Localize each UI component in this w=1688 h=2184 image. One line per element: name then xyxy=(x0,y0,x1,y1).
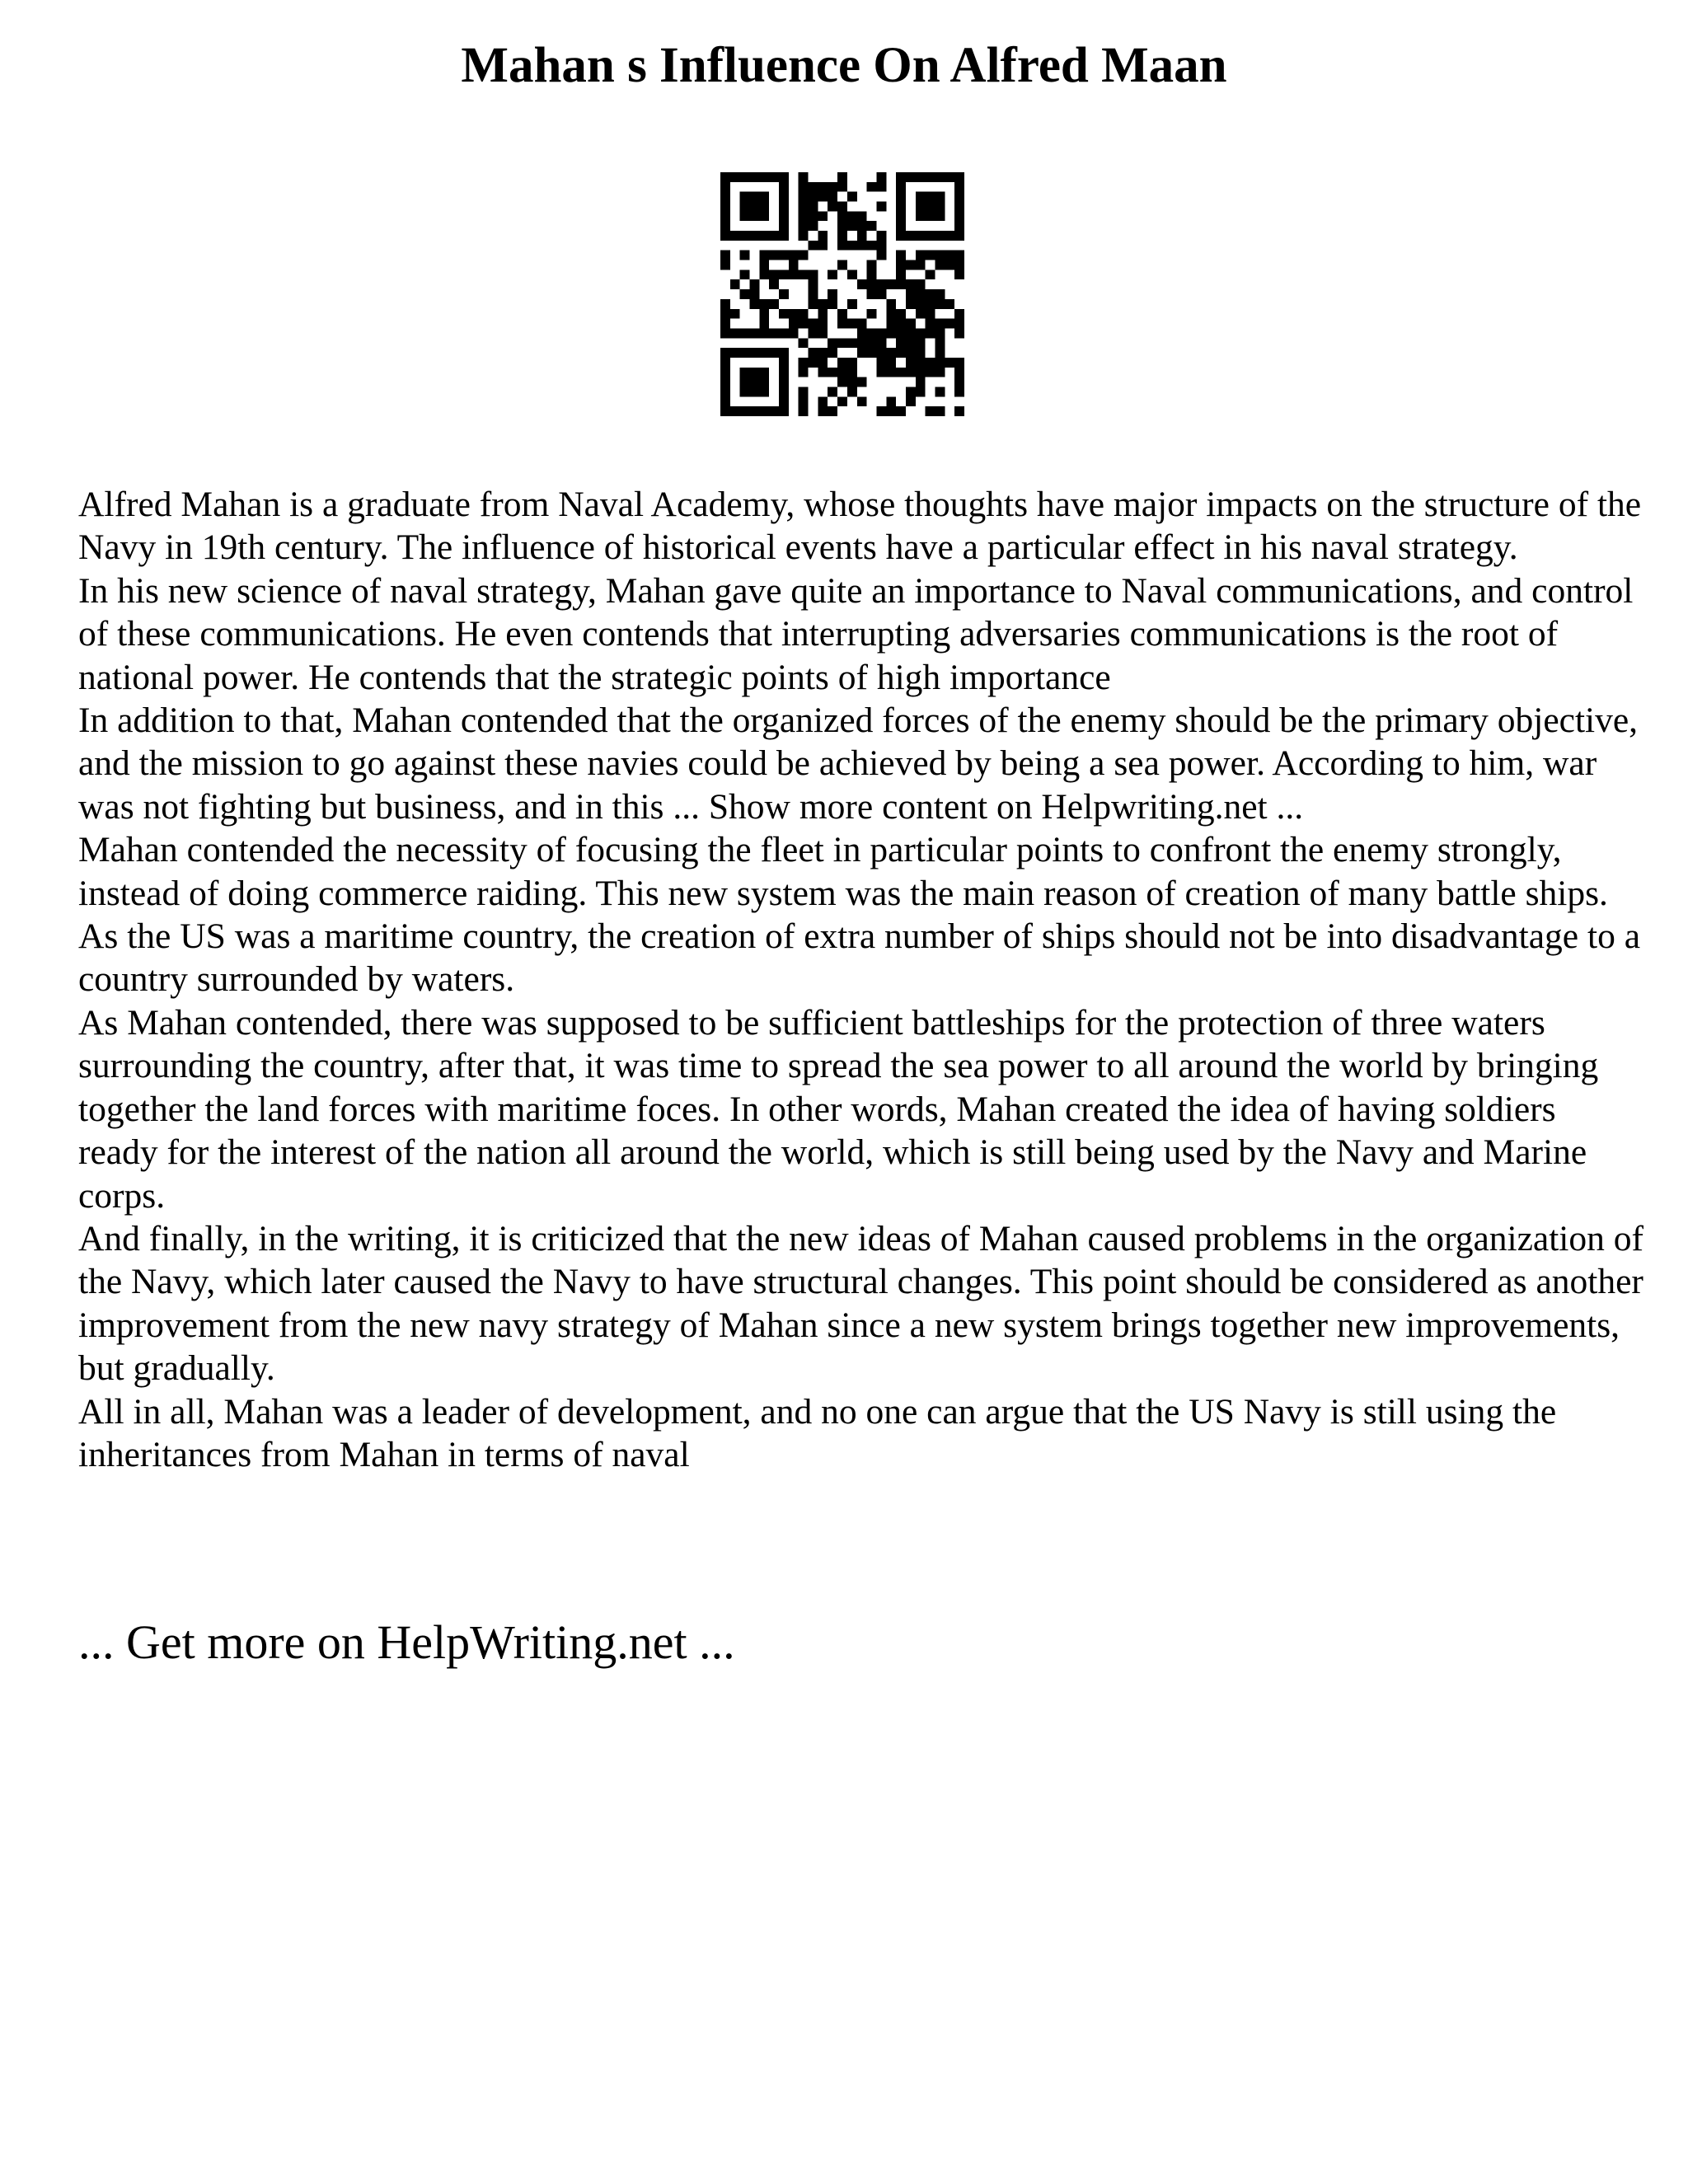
qr-code-icon xyxy=(720,172,964,416)
page-title: Mahan s Influence On Alfred Maan xyxy=(461,38,1227,93)
paragraph: All in all, Mahan was a leader of development, and no one can argue that the US Navy is still using the inheritances from Mahan in terms of naval xyxy=(78,1391,1557,1474)
get-more-link[interactable]: ... Get more on HelpWriting.net ... xyxy=(78,1615,735,1669)
paragraph: In his new science of naval strategy, Mahan gave quite an importance to Naval communications, and control of these communications. He even contends that interrupting adversaries communications is the root of national power. He contends that the strategic points of high importance xyxy=(78,570,1634,697)
paragraph: Alfred Mahan is a graduate from Naval Academy, whose thoughts have major impacts on the structure of the Navy in 19th century. The influence of historical events have a particular effect in his naval strategy. xyxy=(78,485,1642,568)
article-body xyxy=(78,483,1644,1476)
paragraph: In addition to that, Mahan contended that the organized forces of the enemy should be the primary objective, and the mission to go against these navies could be achieved by being a sea power. According to him, war was not fighting but business, and in this ... Show more content on Helpwriting.net ... xyxy=(78,701,1639,827)
paragraph: Mahan contended the necessity of focusing the fleet in particular points to confront the enemy strongly, instead of doing commerce raiding. This new system was the main reason of creation of many battle ships. As the US was a maritime country, the creation of extra number of ships should not be into disadvantage to a country surrounded by waters. xyxy=(78,830,1641,1000)
paragraph: As Mahan contended, there was supposed to be sufficient battleships for the protection of three waters surrounding the country, after that, it was time to spread the sea power to all around the world by bringing together the land forces with maritime foces. In other words, Mahan created the idea of having soldiers ready for the interest of the nation all around the world, which is still being used by the Navy and Marine corps. xyxy=(78,1002,1599,1216)
paragraph: And finally, in the writing, it is criticized that the new ideas of Mahan caused problems in the organization of the Navy, which later caused the Navy to have structural changes. This point should be considered as another improvement from the new navy strategy of Mahan since a new system brings together new improvements, but gradually. xyxy=(78,1218,1643,1389)
